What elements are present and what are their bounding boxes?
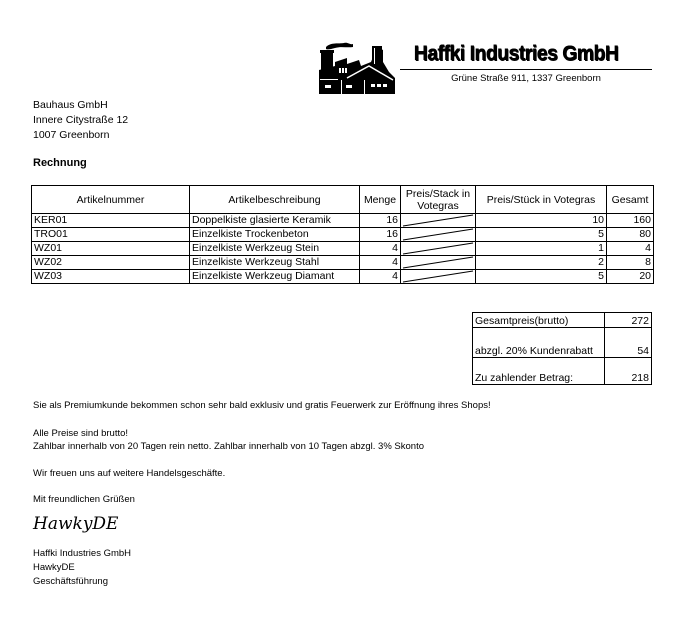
table-header-row <box>32 186 654 214</box>
cell-preis-stueck: 5 <box>476 270 607 284</box>
cell-artikelbeschreibung: Einzelkiste Werkzeug Diamant <box>190 270 360 284</box>
cell-artikelbeschreibung: Doppelkiste glasierte Keramik <box>190 214 360 228</box>
greeting-text: Mit freundlichen Grüßen <box>33 494 135 505</box>
document-title: Rechnung <box>33 157 87 169</box>
prices-brutto-note: Alle Preise sind brutto! <box>33 428 129 439</box>
factory-logo-icon <box>317 38 397 98</box>
column-header-artikelnummer: Artikelnummer <box>32 186 190 214</box>
cell-gesamt: 8 <box>607 256 654 270</box>
recipient-city: 1007 Greenborn <box>33 129 110 141</box>
signature: HawkyDE <box>33 514 119 534</box>
cell-menge: 4 <box>360 270 401 284</box>
payment-terms: Zahlbar innerhalb von 20 Tagen rein netto. Zahlbar innerhalb von 10 Tagen abzgl. 3% Skonto <box>33 441 425 452</box>
footer-name: HawkyDE <box>33 562 75 573</box>
strikethrough-diagonal <box>401 214 475 227</box>
cell-artikelbeschreibung: Einzelkiste Trockenbeton <box>190 228 360 242</box>
cell-artikelnummer: TRO01 <box>32 228 190 242</box>
totals-label: Gesamtpreis(brutto) <box>473 313 605 328</box>
cell-artikelnummer: WZ01 <box>32 242 190 256</box>
items-table <box>31 185 654 284</box>
strikethrough-diagonal <box>401 256 475 269</box>
cell-menge: 4 <box>360 256 401 270</box>
column-header-artikelbeschreibung: Artikelbeschreibung <box>190 186 360 214</box>
table-row <box>32 256 654 270</box>
strikethrough-diagonal <box>401 270 475 283</box>
closing-text: Wir freuen uns auf weitere Handelsgeschäfte. <box>33 468 226 479</box>
column-header-preis-stack: Preis/Stack in Votegras <box>401 186 476 214</box>
cell-preis-stueck: 2 <box>476 256 607 270</box>
strikethrough-diagonal <box>401 228 475 241</box>
recipient-street: Innere Citystraße 12 <box>33 114 129 126</box>
totals-value: 218 <box>605 358 652 385</box>
totals-table <box>472 312 652 385</box>
cell-menge: 4 <box>360 242 401 256</box>
cell-preis-stack <box>401 228 476 242</box>
cell-gesamt: 160 <box>607 214 654 228</box>
table-row <box>32 270 654 284</box>
cell-artikelbeschreibung: Einzelkiste Werkzeug Stahl <box>190 256 360 270</box>
column-header-preis-stueck: Preis/Stück in Votegras <box>476 186 607 214</box>
totals-row-gesamtpreis <box>473 313 652 328</box>
cell-artikelnummer: WZ03 <box>32 270 190 284</box>
totals-row-betrag <box>473 358 652 385</box>
header-divider <box>400 69 652 70</box>
footer-role: Geschäftsführung <box>33 576 108 587</box>
cell-gesamt: 20 <box>607 270 654 284</box>
cell-preis-stack <box>401 256 476 270</box>
cell-preis-stack <box>401 214 476 228</box>
totals-row-rabatt <box>473 328 652 358</box>
strikethrough-diagonal <box>401 242 475 255</box>
cell-preis-stueck: 10 <box>476 214 607 228</box>
cell-gesamt: 4 <box>607 242 654 256</box>
cell-preis-stueck: 1 <box>476 242 607 256</box>
totals-label: Zu zahlender Betrag: <box>473 358 605 385</box>
recipient-name: Bauhaus GmbH <box>33 99 108 111</box>
company-name: Haffki Industries GmbH <box>413 42 619 65</box>
cell-preis-stack <box>401 270 476 284</box>
cell-preis-stueck: 5 <box>476 228 607 242</box>
company-address: Grüne Straße 911, 1337 Greenborn <box>451 73 601 84</box>
table-row <box>32 214 654 228</box>
cell-gesamt: 80 <box>607 228 654 242</box>
cell-artikelbeschreibung: Einzelkiste Werkzeug Stein <box>190 242 360 256</box>
totals-value: 272 <box>605 313 652 328</box>
cell-artikelnummer: KER01 <box>32 214 190 228</box>
column-header-gesamt: Gesamt <box>607 186 654 214</box>
totals-label: abzgl. 20% Kundenrabatt <box>473 328 605 358</box>
cell-preis-stack <box>401 242 476 256</box>
table-row <box>32 242 654 256</box>
footer-company: Haffki Industries GmbH <box>33 548 132 559</box>
column-header-menge: Menge <box>360 186 401 214</box>
table-row <box>32 228 654 242</box>
totals-value: 54 <box>605 328 652 358</box>
cell-artikelnummer: WZ02 <box>32 256 190 270</box>
cell-menge: 16 <box>360 228 401 242</box>
cell-menge: 16 <box>360 214 401 228</box>
premium-note: Sie als Premiumkunde bekommen schon sehr bald exklusiv und gratis Feuerwerk zur Eröffnung ihres Shops! <box>33 400 491 411</box>
